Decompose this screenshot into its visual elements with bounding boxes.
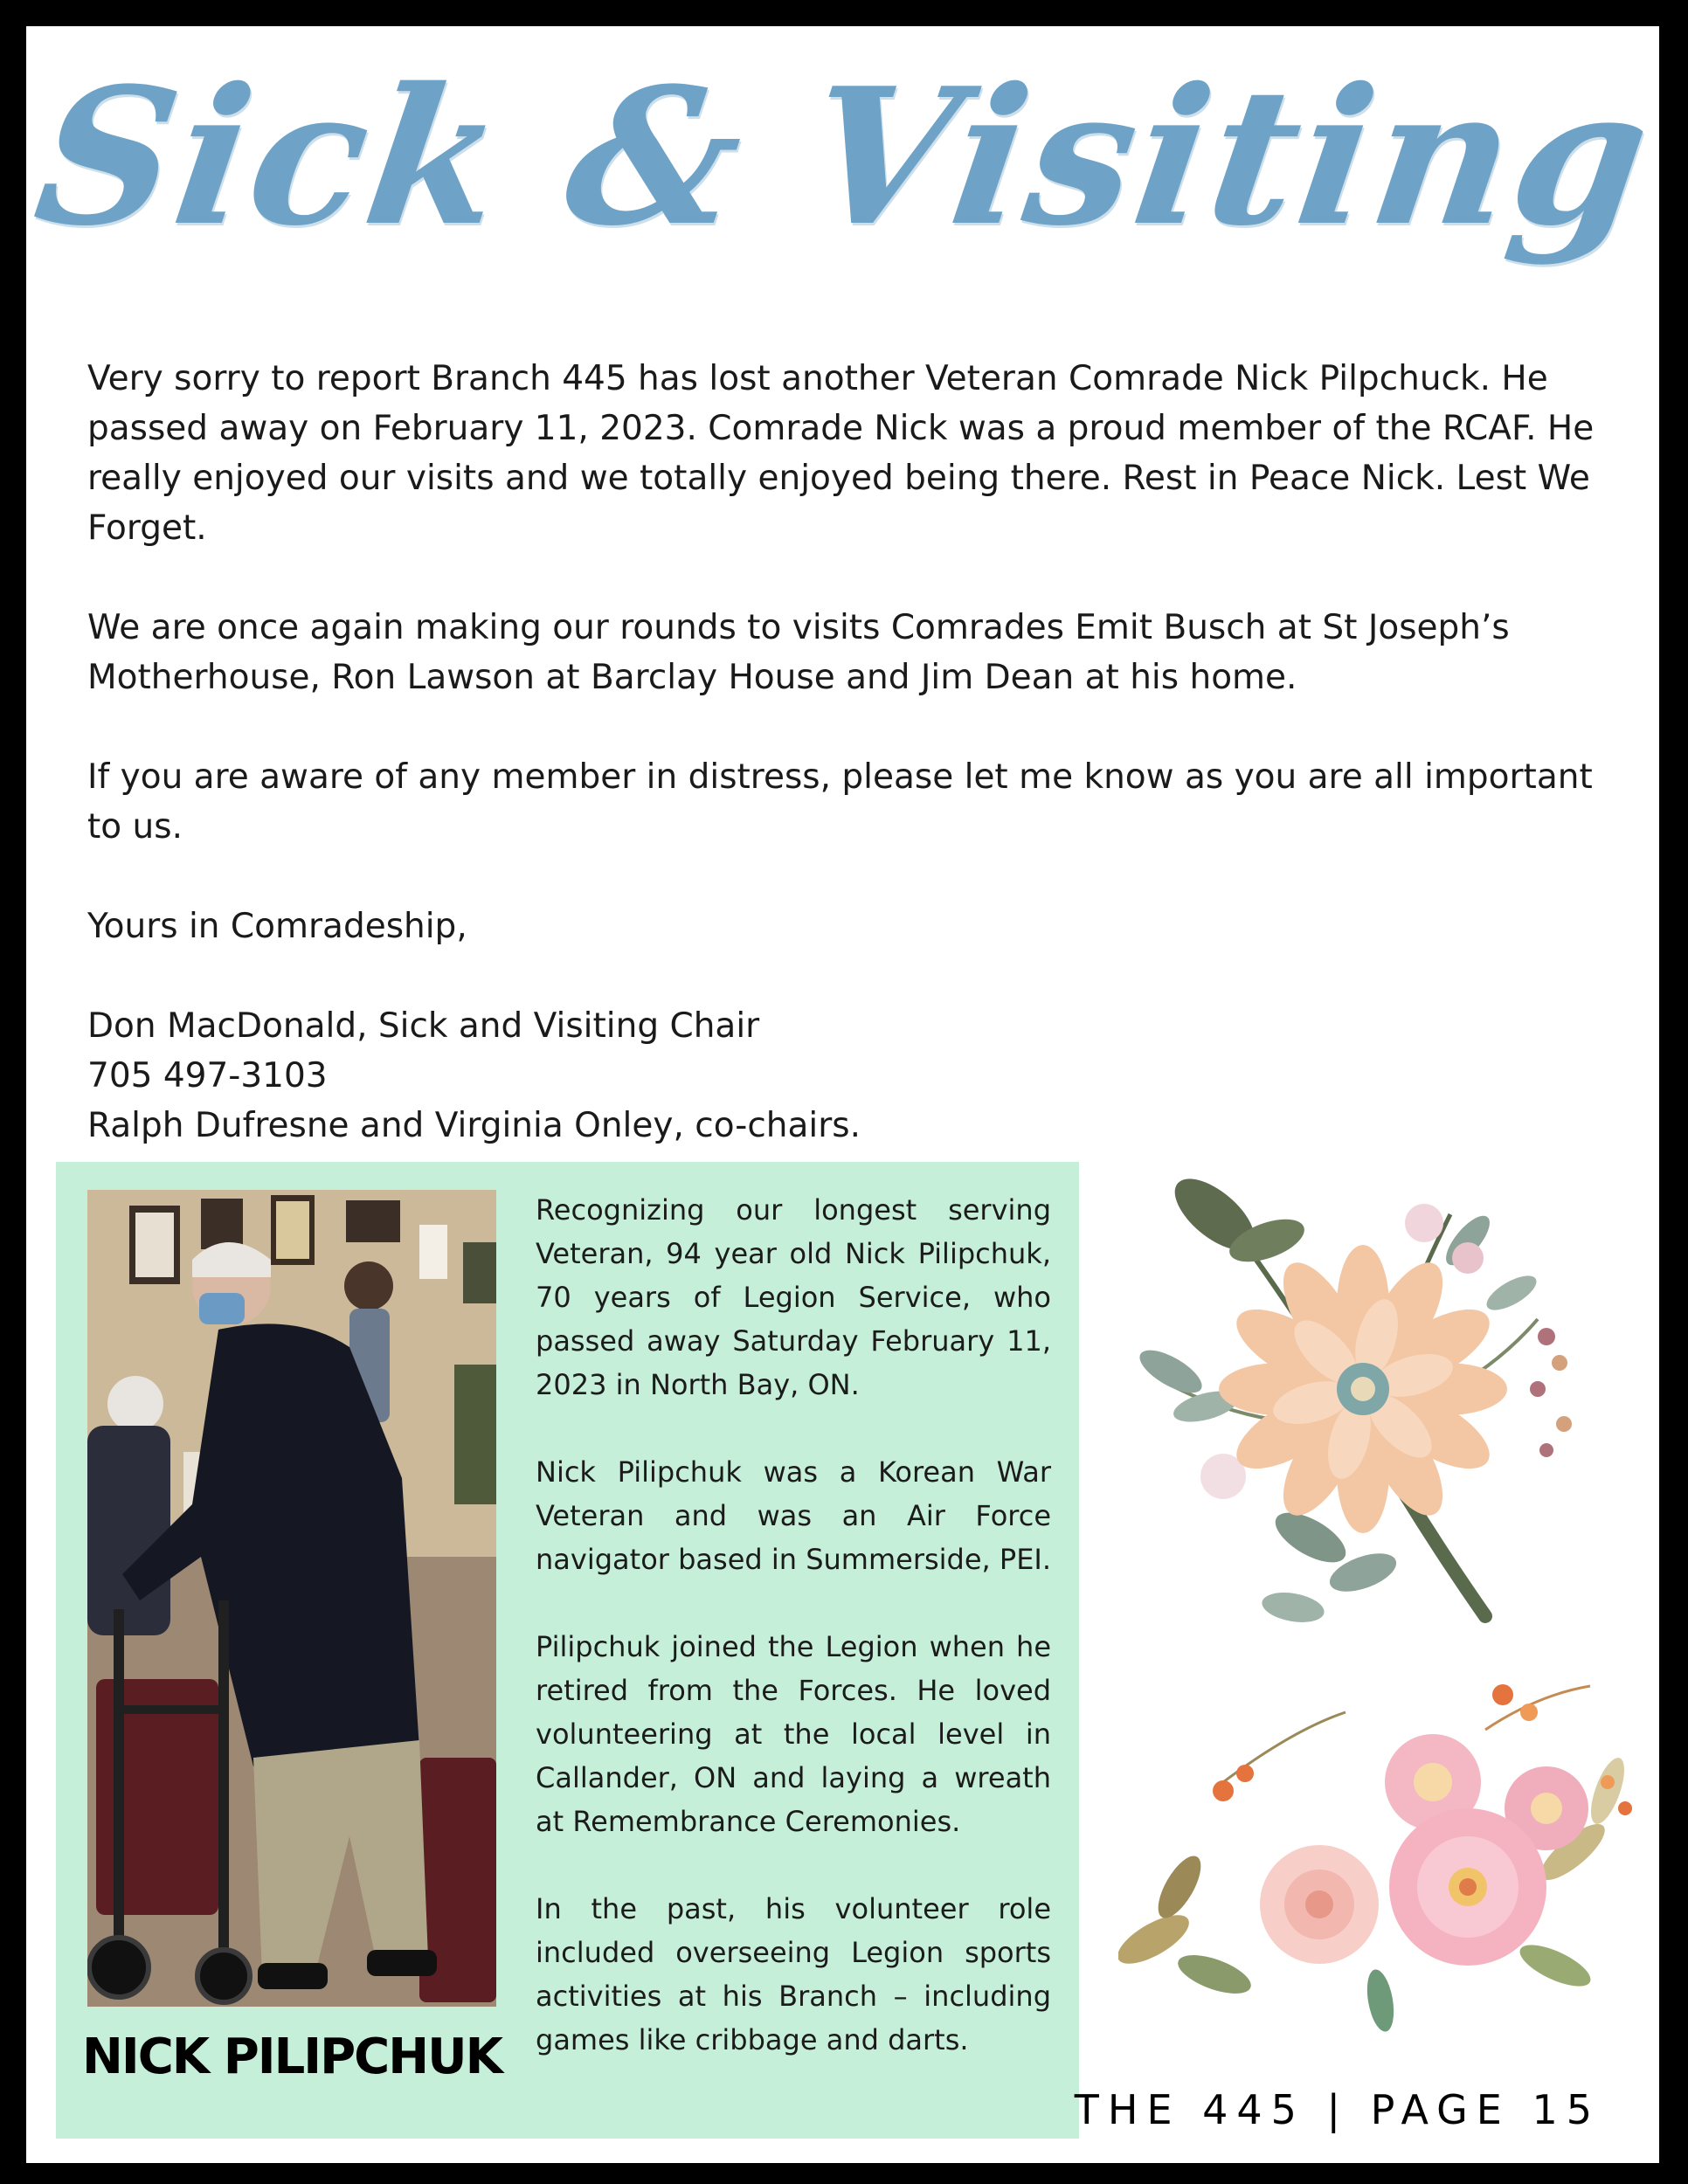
- article-paragraph: We are once again making our rounds to visits Comrades Emit Busch at St Joseph’s Motherhouse, Ron Lawson at Barclay House and Jim Dean at his home.: [87, 608, 1510, 697]
- tribute-photo: [87, 1190, 496, 2007]
- article-paragraph: If you are aware of any member in distress, please let me know as you are all important to us.: [87, 757, 1593, 847]
- page-footer: THE 445 | PAGE 15: [1074, 2086, 1601, 2133]
- floral-bouquet-top: [1136, 1162, 1590, 1655]
- tribute-paragraph: Recognizing our longest serving Veteran, 94 year old Nick Pilipchuk, 70 years of Legion Service, who passed away Saturday February 11, 2023 in North Bay, ON.: [536, 1193, 1051, 1401]
- floral-bouquet-bottom: [1118, 1677, 1643, 2048]
- signature-name: Don MacDonald, Sick and Visiting Chair: [87, 1006, 760, 1046]
- signature-co-chairs: Ralph Dufresne and Virginia Onley, co-chairs.: [87, 1106, 861, 1145]
- signature-phone: 705 497-3103: [87, 1056, 328, 1095]
- tribute-text: [536, 1188, 1051, 2105]
- article-closing: Yours in Comradeship,: [87, 907, 467, 946]
- tribute-caption: NICK PILIPCHUK: [82, 2028, 502, 2085]
- article-body: [87, 354, 1616, 1151]
- tribute-paragraph: Nick Pilipchuk was a Korean War Veteran and was an Air Force navigator based in Summerside, PEI.: [536, 1455, 1052, 1576]
- tribute-paragraph: Pilipchuk joined the Legion when he retired from the Forces. He loved volunteering at the local level in Callander, ON and laying a wreath at Remembrance Ceremonies.: [536, 1630, 1051, 1838]
- page-title: Sick & Visiting: [24, 46, 1664, 267]
- tribute-box: [56, 1162, 1079, 2139]
- tribute-paragraph: In the past, his volunteer role included overseeing Legion sports activities at his Branch – including games like cribbage and darts.: [536, 1892, 1051, 2056]
- article-paragraph: Very sorry to report Branch 445 has lost another Veteran Comrade Nick Pilpchuck. He passed away on February 11, 2023. Comrade Nick was a proud member of the RCAF. He really enjoyed our visits and we totally enjoyed being there. Rest in Peace Nick. Lest We Forget.: [87, 359, 1595, 548]
